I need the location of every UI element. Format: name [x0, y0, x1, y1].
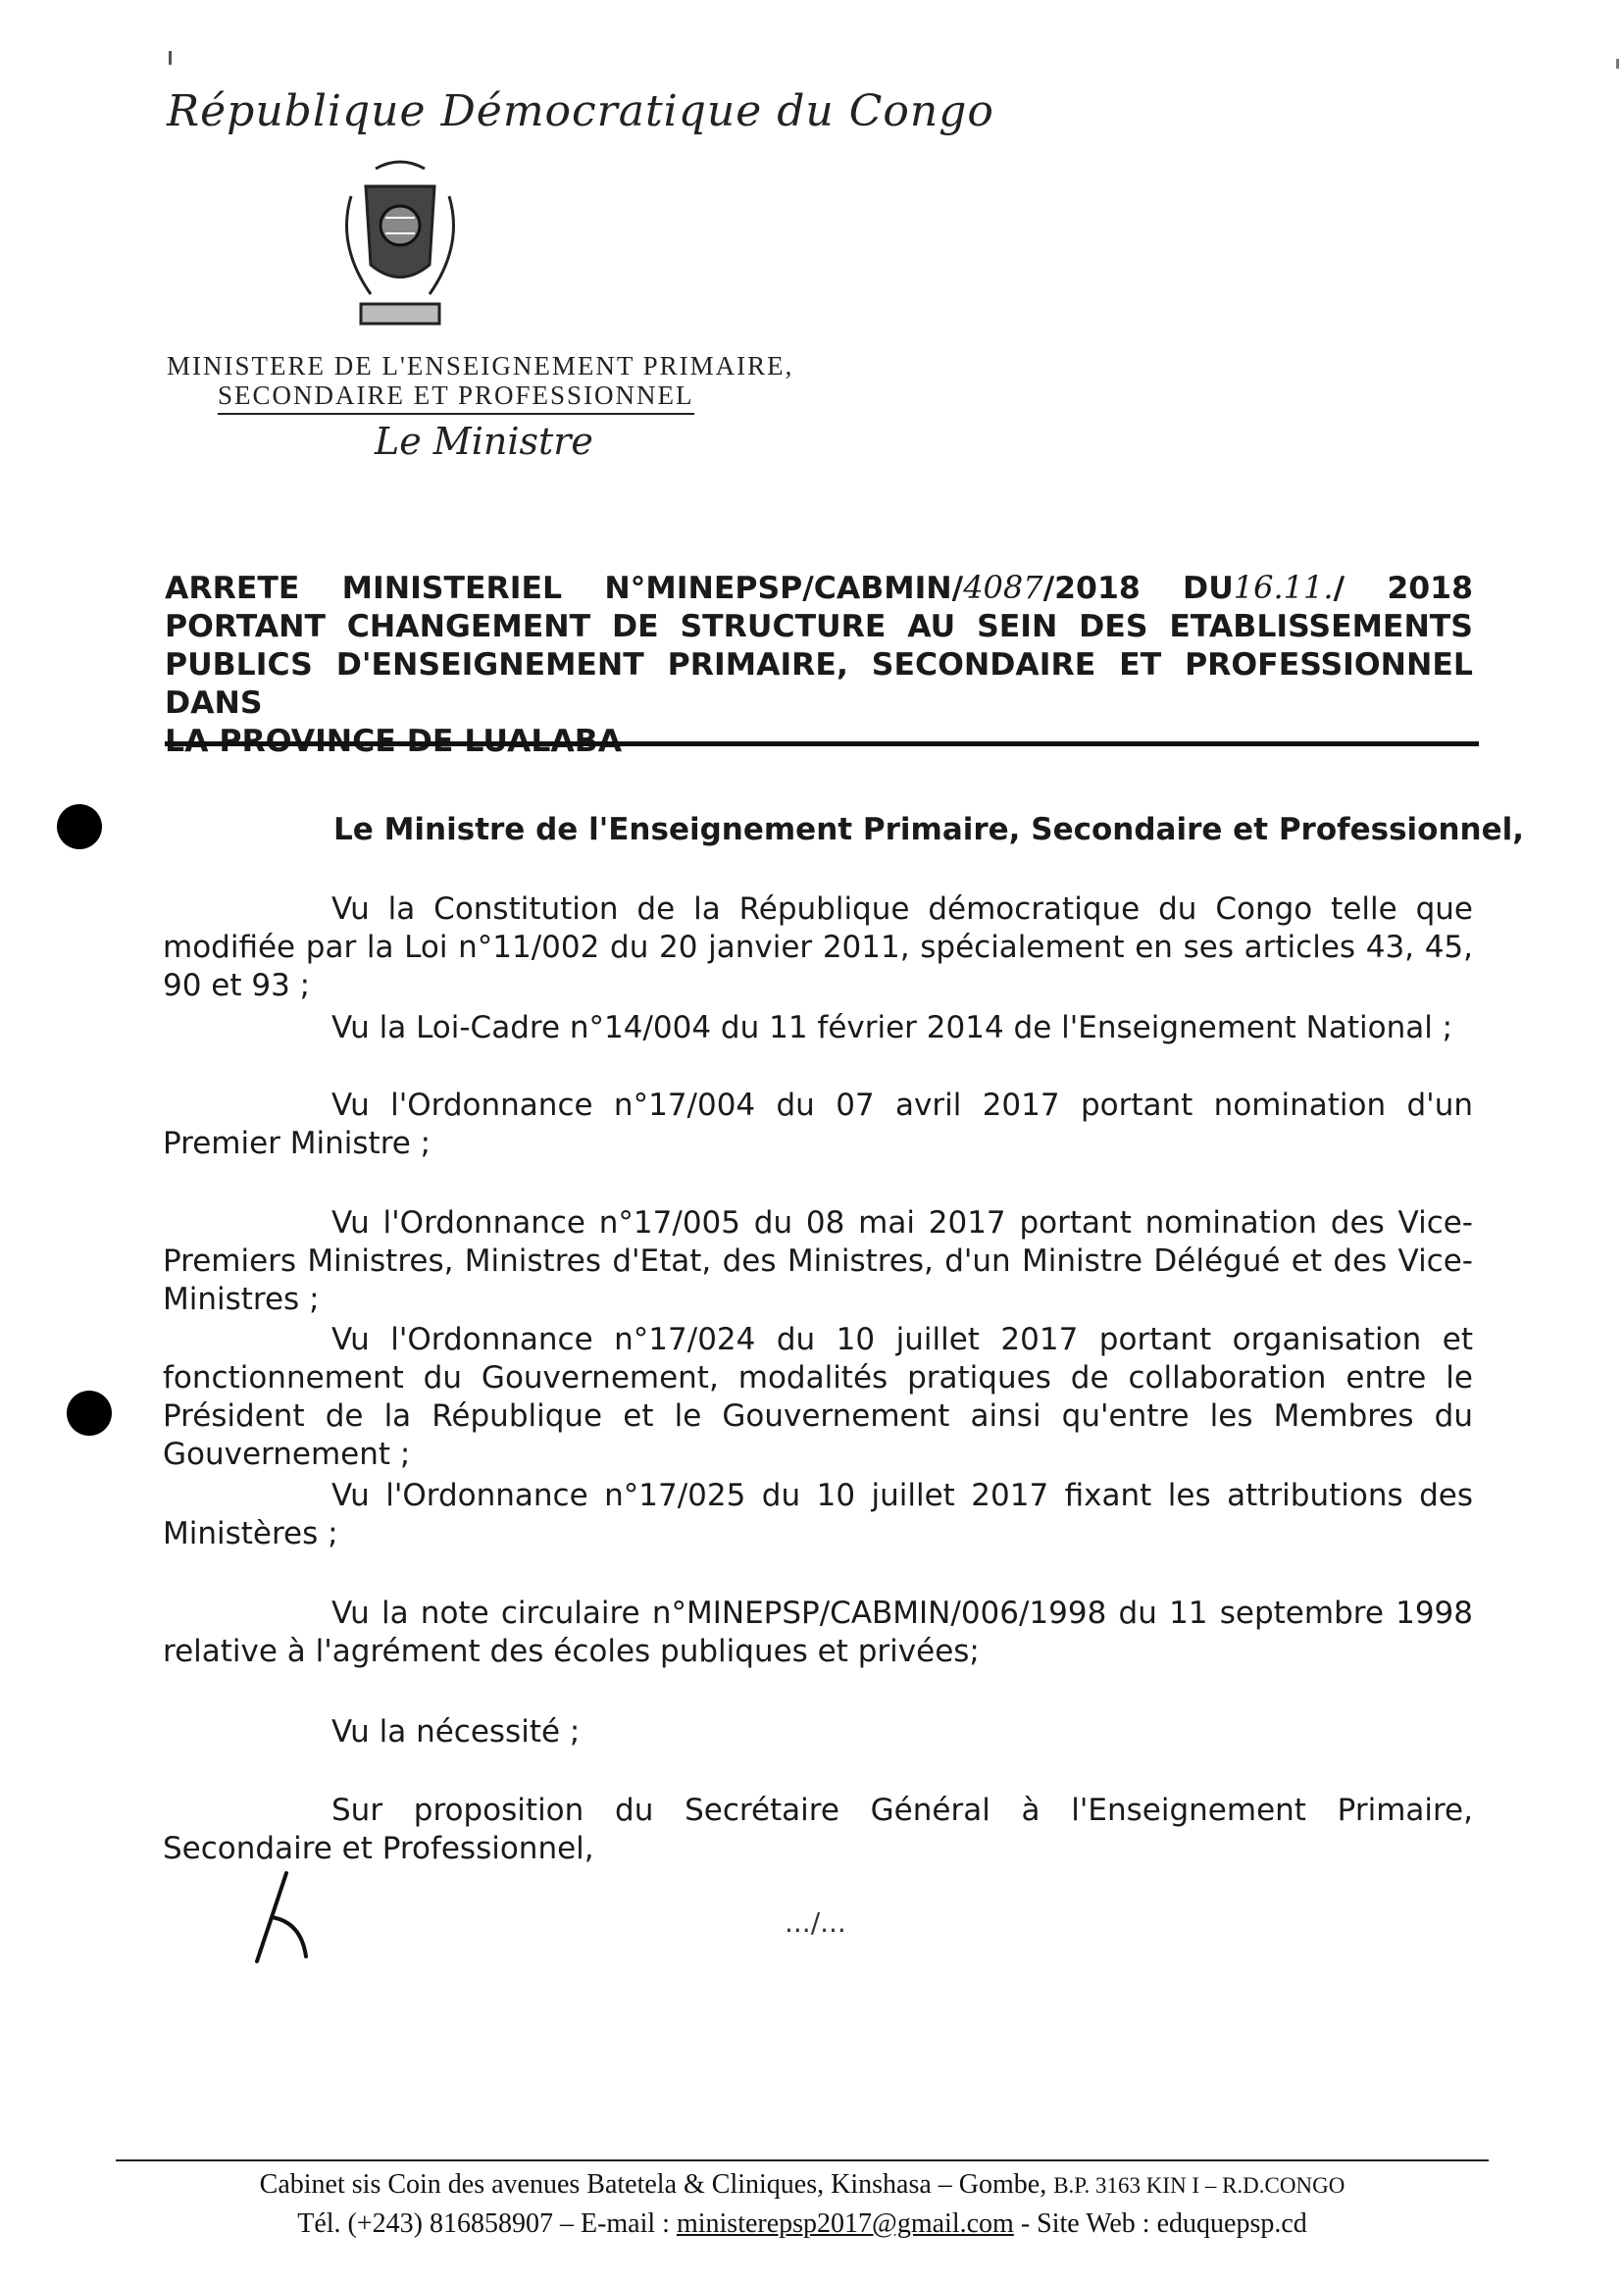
page-continuation-mark: .../... [785, 1906, 846, 1939]
decree-number-prefix: ARRETE MINISTERIEL N°MINEPSP/CABMIN/ [165, 571, 964, 606]
paragraph-note-circulaire: Vu la note circulaire n°MINEPSP/CABMIN/006/1998 du 11 septembre 1998 relative à l'agrément des écoles publiques et privées; [163, 1596, 1473, 1669]
footer-divider [116, 2159, 1489, 2161]
title-divider [165, 741, 1479, 746]
footer-address-main: Cabinet sis Coin des avenues Batetela & Cliniques, Kinshasa – Gombe, [259, 2169, 1047, 2200]
title-line1 [165, 569, 1473, 608]
paragraph-loi-cadre: Vu la Loi-Cadre n°14/004 du 11 février 2014 de l'Enseignement National ; [331, 1010, 1453, 1045]
title-line2: PORTANT CHANGEMENT DE STRUCTURE AU SEIN DES ETABLISSEMENTS [165, 609, 1473, 644]
decree-year: /2018 DU [1042, 571, 1234, 606]
footer-website: - Site Web : eduquepsp.cd [1020, 2208, 1307, 2239]
country-heading: République Démocratique du Congo [167, 86, 994, 136]
paragraph-constitution: Vu la Constitution de la République démocratique du Congo telle que modifiée par la Loi n°11/002 du 20 janvier 2011, spécialement en ses articles 43, 45, 90 et 93 ; [163, 891, 1473, 1003]
minister-label: Le Ministre [375, 420, 593, 463]
footer-email-link[interactable]: ministerepsp2017@gmail.com [676, 2208, 1014, 2239]
footer-postal-box: B.P. 3163 KIN I – R.D.CONGO [1053, 2173, 1345, 2198]
title-line3: PUBLICS D'ENSEIGNEMENT PRIMAIRE, SECONDAIRE ET PROFESSIONNEL DANS [165, 647, 1473, 721]
paragraph-proposition: Sur proposition du Secrétaire Général à l'Enseignement Primaire, Secondaire et Professionnel, [163, 1793, 1473, 1866]
scan-speck [169, 51, 172, 65]
ministry-name-line1: MINISTERE DE L'ENSEIGNEMENT PRIMAIRE, [167, 351, 794, 380]
footer-address [116, 2169, 1489, 2201]
ministry-name-line2: SECONDAIRE ET PROFESSIONNEL [218, 380, 694, 415]
paragraph-ordonnance-17-024: Vu l'Ordonnance n°17/024 du 10 juillet 2017 portant organisation et fonctionnement du Gouvernement, modalités pratiques de collaboration entre le Président de la République et le Gouvernement ainsi qu'entre les Membres du Gouvernement ; [163, 1322, 1473, 1472]
coat-of-arms-emblem [331, 157, 469, 333]
paragraph-necessite: Vu la nécessité ; [331, 1714, 581, 1750]
punch-hole-top [57, 804, 102, 849]
document-title [165, 569, 1473, 761]
footer-contact [116, 2208, 1489, 2240]
handwritten-initials [247, 1863, 316, 1971]
decree-number-handwritten: 4087 [963, 569, 1043, 606]
scan-edge-mark [1616, 59, 1619, 69]
minister-intro: Le Ministre de l'Enseignement Primaire, Secondaire et Professionnel, [333, 812, 1525, 847]
paragraph-ordonnance-17-004: Vu l'Ordonnance n°17/004 du 07 avril 2017 portant nomination d'un Premier Ministre ; [163, 1088, 1473, 1161]
punch-hole-bottom [67, 1391, 112, 1436]
decree-date-year: / 2018 [1333, 571, 1473, 606]
paragraph-ordonnance-17-025: Vu l'Ordonnance n°17/025 du 10 juillet 2017 fixant les attributions des Ministères ; [163, 1478, 1473, 1551]
footer-phone: Tél. (+243) 816858907 – E-mail : [297, 2208, 670, 2239]
paragraph-ordonnance-17-005: Vu l'Ordonnance n°17/005 du 08 mai 2017 portant nomination des Vice-Premiers Ministres, Ministres d'Etat, des Ministres, d'un Ministre Délégué et des Vice-Ministres ; [163, 1205, 1473, 1317]
decree-date-handwritten: 16.11. [1233, 569, 1334, 606]
